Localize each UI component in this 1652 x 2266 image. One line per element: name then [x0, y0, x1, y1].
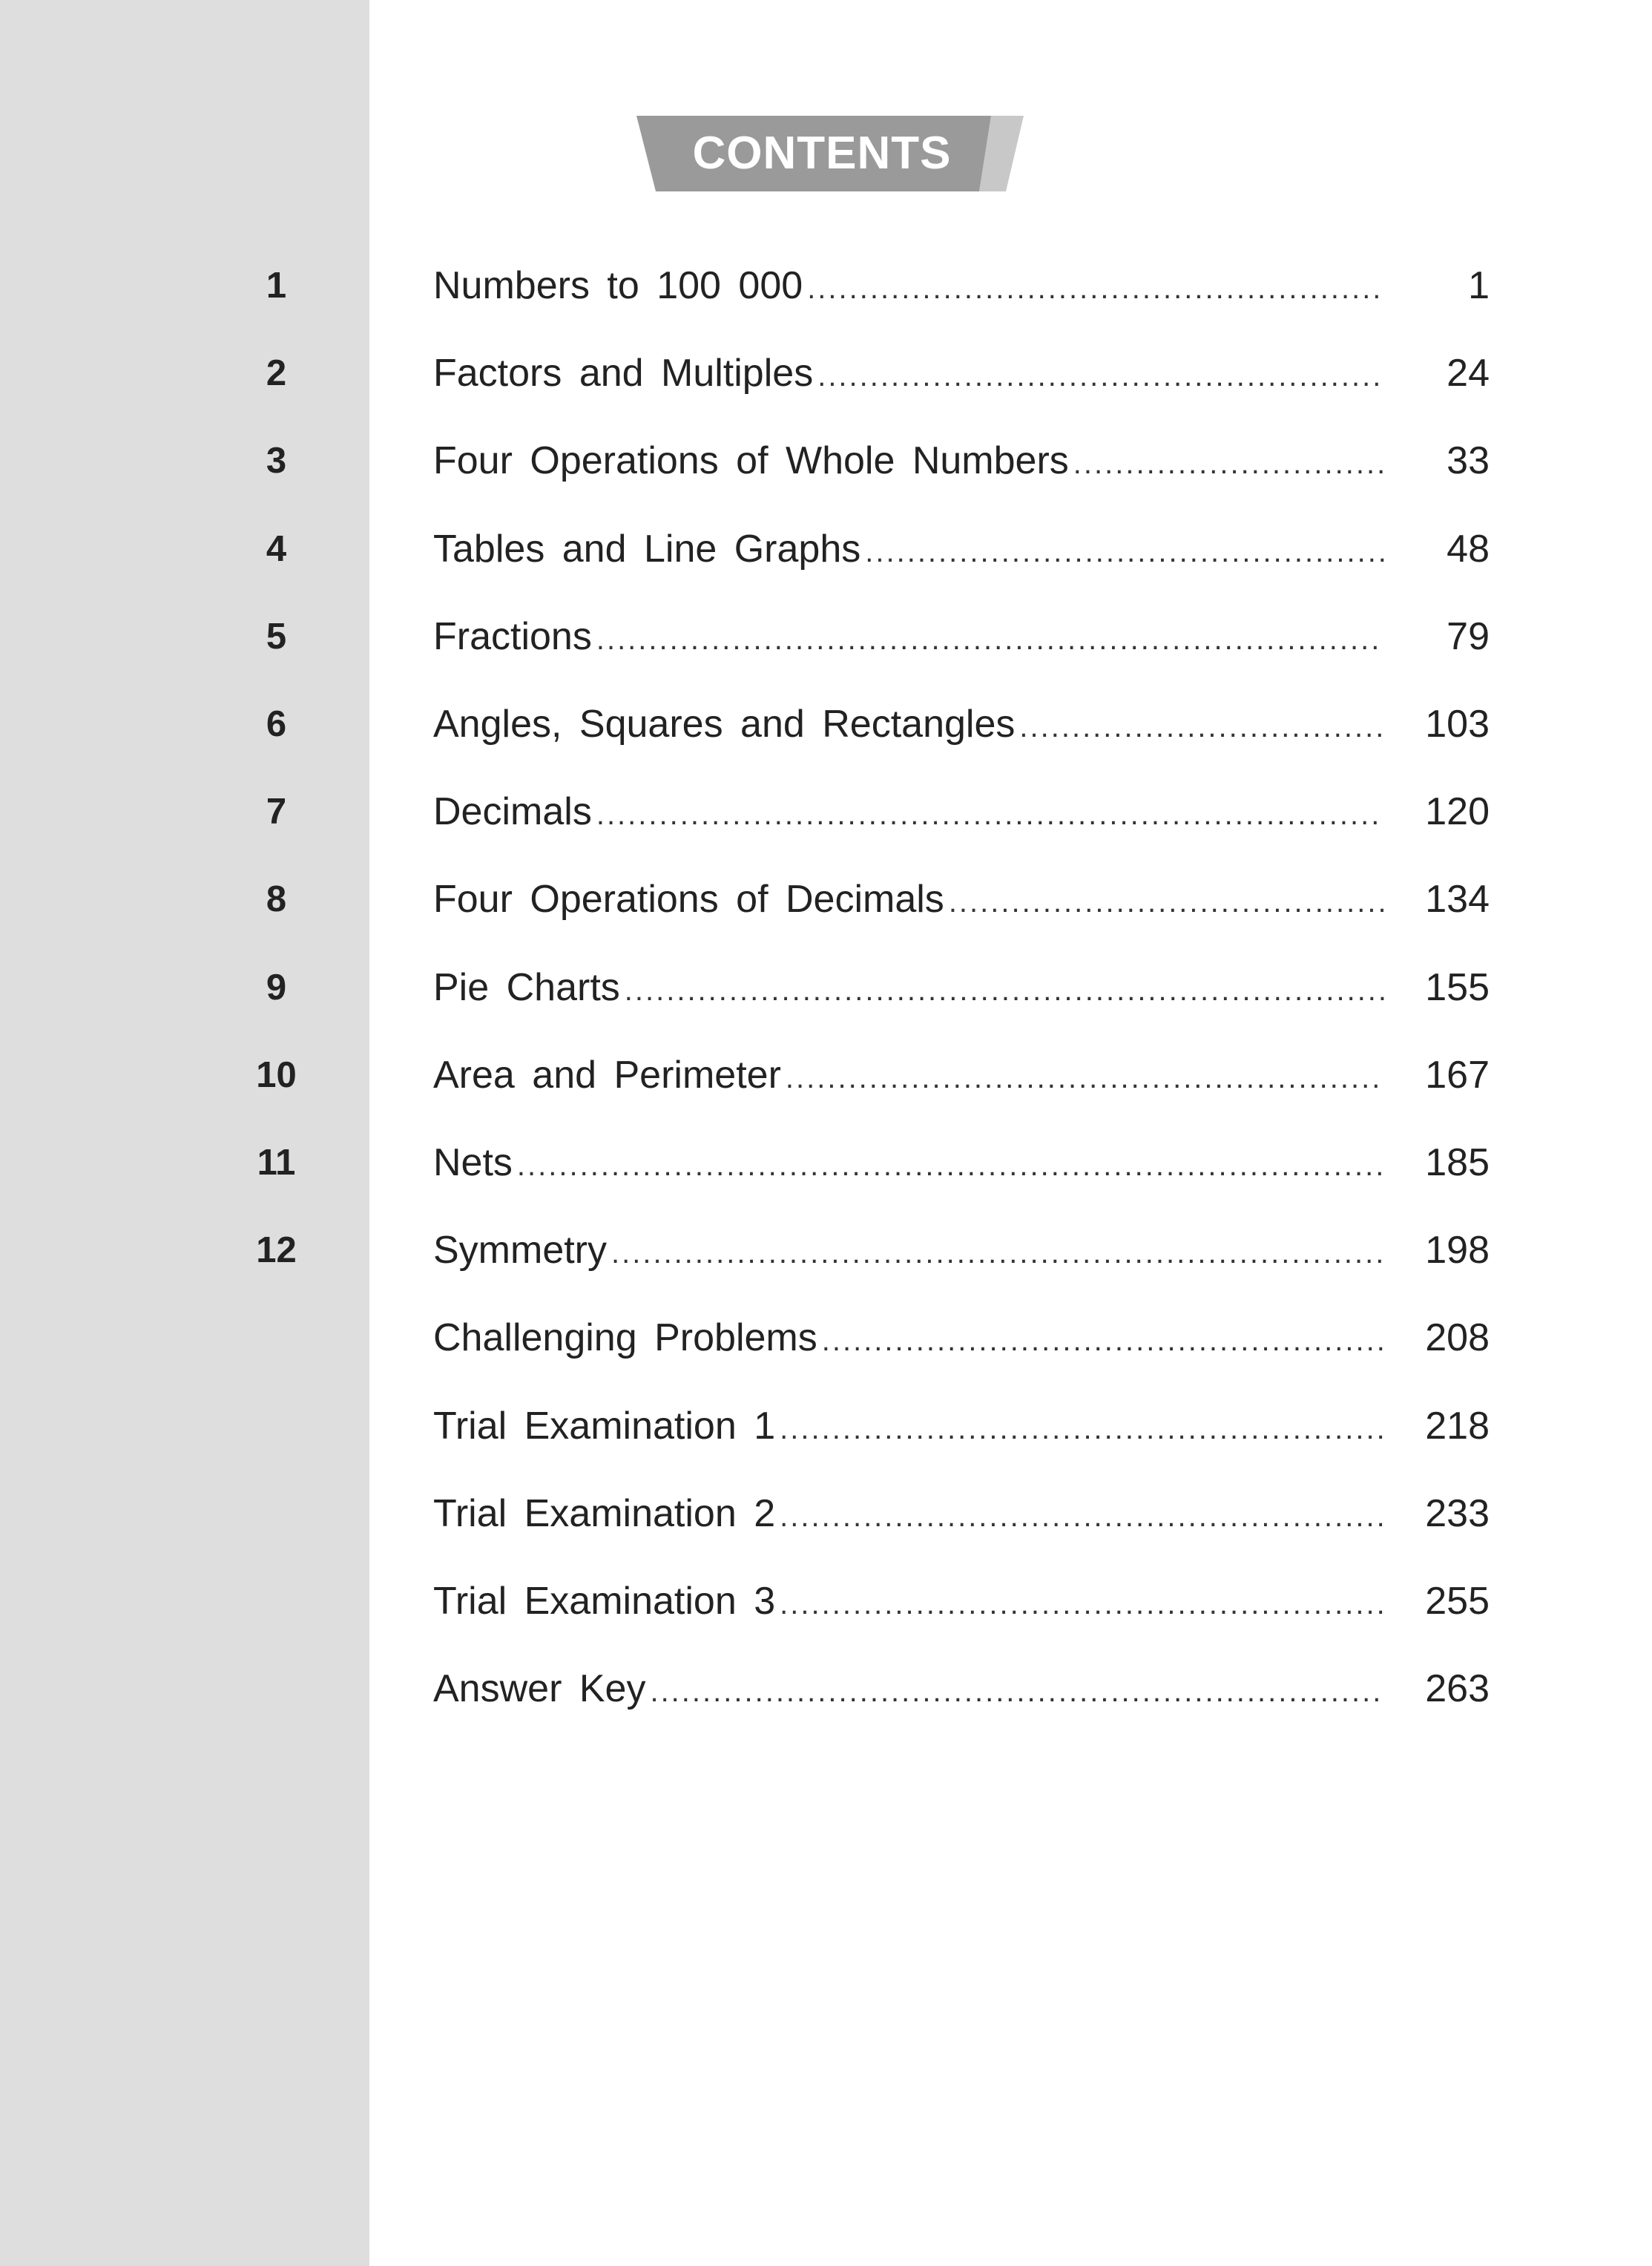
- chapter-title: Trial Examination 1: [433, 1404, 776, 1448]
- toc-row[interactable]: [0, 607, 1652, 666]
- page-number: 120: [1425, 790, 1490, 834]
- toc-entry-line: [433, 344, 1384, 403]
- chapter-number: [223, 1659, 330, 1718]
- dot-leader: [949, 873, 1384, 929]
- toc-entry-line: [433, 958, 1384, 1017]
- dot-leader: [817, 347, 1384, 403]
- toc-row[interactable]: [0, 958, 1652, 1017]
- page-number: 33: [1447, 439, 1490, 483]
- chapter-title: Nets: [433, 1141, 513, 1184]
- page-number: 185: [1425, 1141, 1490, 1184]
- chapter-number: 9: [266, 967, 287, 1008]
- chapter-title: Four Operations of Decimals: [433, 878, 944, 922]
- chapter-title: Decimals: [433, 790, 592, 834]
- chapter-title: Factors and Multiples: [433, 352, 814, 395]
- toc-row[interactable]: [0, 256, 1652, 315]
- chapter-number: 11: [257, 1143, 296, 1183]
- toc-entry-line: [433, 1308, 1384, 1367]
- chapter-title: Four Operations of Whole Numbers: [433, 439, 1069, 483]
- dot-leader: [780, 1487, 1384, 1543]
- chapter-title: Trial Examination 2: [433, 1491, 776, 1535]
- toc-entry-line: [433, 1659, 1384, 1718]
- page-number: 134: [1425, 878, 1490, 922]
- toc-entry-line: [433, 256, 1384, 315]
- chapter-title: Challenging Problems: [433, 1316, 817, 1360]
- chapter-number: 5: [266, 616, 287, 657]
- toc-entry-line: [433, 1133, 1384, 1192]
- page-number: 263: [1425, 1667, 1490, 1711]
- page-title: CONTENTS: [692, 128, 952, 179]
- dot-leader: [780, 1399, 1384, 1456]
- toc-entry-line: [433, 782, 1384, 841]
- toc-entry-line: [433, 431, 1384, 490]
- dot-leader: [1073, 434, 1384, 490]
- page-number: 24: [1447, 352, 1490, 395]
- dot-leader: [786, 1048, 1384, 1105]
- dot-leader: [1019, 697, 1384, 754]
- toc-entry-line: [433, 1396, 1384, 1456]
- toc-row[interactable]: [0, 1659, 1652, 1718]
- toc-entry-line: [433, 870, 1384, 929]
- toc-row[interactable]: [0, 1133, 1652, 1192]
- chapter-number: 1: [266, 266, 287, 306]
- toc-row[interactable]: [0, 1308, 1652, 1367]
- chapter-number: 12: [256, 1230, 297, 1271]
- page-number: 155: [1425, 965, 1490, 1009]
- toc-row[interactable]: [0, 870, 1652, 929]
- chapter-title: Fractions: [433, 614, 592, 658]
- chapter-title: Tables and Line Graphs: [433, 527, 861, 571]
- page-number: 218: [1425, 1404, 1490, 1448]
- dot-leader: [650, 1662, 1384, 1718]
- chapter-number: [223, 1572, 330, 1631]
- chapter-number: [223, 1396, 330, 1456]
- toc-entry-line: [433, 1045, 1384, 1105]
- page-number: 233: [1425, 1491, 1490, 1535]
- toc-row[interactable]: [0, 1396, 1652, 1456]
- dot-leader: [596, 610, 1384, 666]
- page-number: 1: [1468, 264, 1490, 307]
- page-number: 79: [1447, 614, 1490, 658]
- toc-row[interactable]: [0, 431, 1652, 490]
- toc-row[interactable]: [0, 1045, 1652, 1105]
- chapter-number: 3: [266, 441, 287, 482]
- chapter-title: Symmetry: [433, 1229, 607, 1272]
- page-number: 208: [1425, 1316, 1490, 1360]
- toc-row[interactable]: [0, 1572, 1652, 1631]
- toc-entry-line: [433, 1572, 1384, 1631]
- chapter-title: Area and Perimeter: [433, 1053, 781, 1097]
- toc-row[interactable]: [0, 1221, 1652, 1280]
- page-number: 167: [1425, 1053, 1490, 1097]
- dot-leader: [807, 259, 1384, 315]
- toc-row[interactable]: [0, 344, 1652, 403]
- dot-leader: [865, 522, 1384, 579]
- dot-leader: [625, 961, 1384, 1017]
- page-number: 48: [1447, 527, 1490, 571]
- toc-row[interactable]: [0, 519, 1652, 579]
- chapter-title: Answer Key: [433, 1667, 646, 1711]
- dot-leader: [517, 1136, 1384, 1192]
- chapter-number: 7: [266, 792, 287, 832]
- dot-leader: [822, 1311, 1384, 1367]
- toc-entry-line: [433, 694, 1384, 754]
- toc-row[interactable]: [0, 1484, 1652, 1543]
- toc-entry-line: [433, 1221, 1384, 1280]
- chapter-title: Trial Examination 3: [433, 1580, 776, 1623]
- dot-leader: [611, 1224, 1384, 1280]
- chapter-number: 6: [266, 704, 287, 744]
- toc-entry-line: [433, 607, 1384, 666]
- chapter-title: Angles, Squares and Rectangles: [433, 703, 1016, 746]
- page-number: 103: [1425, 703, 1490, 746]
- chapter-title: Numbers to 100 000: [433, 264, 803, 307]
- toc-row[interactable]: [0, 694, 1652, 754]
- chapter-title: Pie Charts: [433, 965, 620, 1009]
- toc-entry-line: [433, 519, 1384, 579]
- toc-entry-line: [433, 1484, 1384, 1543]
- chapter-number: 10: [256, 1054, 297, 1095]
- chapter-number: [223, 1484, 330, 1543]
- page-number: 198: [1425, 1229, 1490, 1272]
- page-number: 255: [1425, 1580, 1490, 1623]
- dot-leader: [596, 785, 1384, 841]
- chapter-number: 2: [266, 353, 287, 394]
- dot-leader: [780, 1574, 1384, 1631]
- chapter-number: [223, 1308, 330, 1367]
- chapter-number: 4: [266, 528, 287, 569]
- toc-row[interactable]: [0, 782, 1652, 841]
- chapter-number: 8: [266, 879, 287, 920]
